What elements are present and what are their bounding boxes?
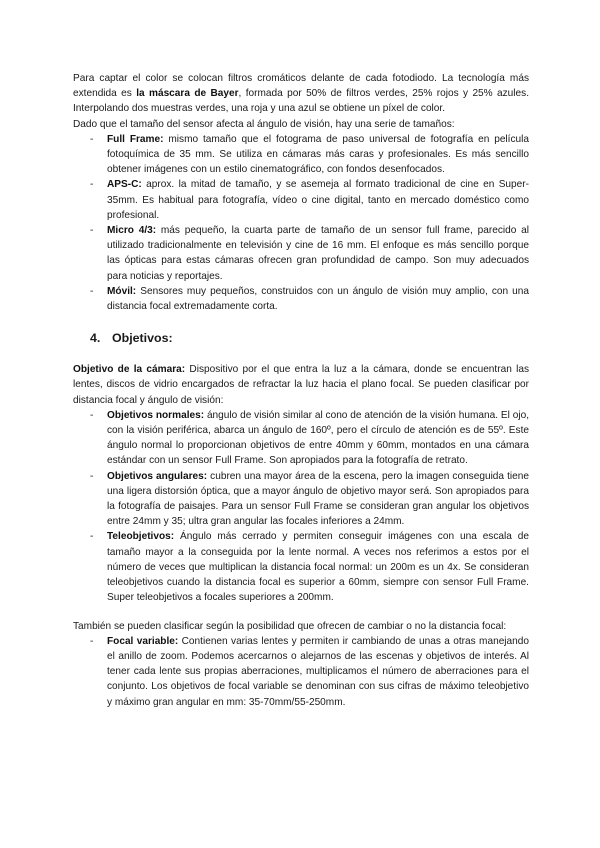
term-normal-lenses: Objetivos normales: bbox=[107, 409, 205, 421]
list-item bbox=[107, 529, 529, 605]
list-item bbox=[107, 634, 529, 710]
focal-intro: También se pueden clasificar según la posibilidad que ofrecen de cambiar o no la distancia focal: bbox=[73, 620, 507, 632]
term-micro-four-thirds: Micro 4/3: bbox=[107, 225, 157, 237]
item-text: ángulo de visión similar al cono de atención de la visión humana. El ojo, con la visión periférica, abarca un ángulo de 160º, pero el círculo de atención es de 55º. Este ángulo normal lo proporcionan objetivos de entre 40mm y 60mm, montados en una cámara estándar con un sensor Full Frame. Son apropiados para la fotografía de retrato. bbox=[107, 409, 529, 467]
focal-list bbox=[73, 634, 529, 710]
sensor-sizes-intro: Dado que el tamaño del sensor afecta al ángulo de visión, hay una serie de tamaños: bbox=[73, 118, 455, 130]
bayer-paragraph bbox=[73, 71, 529, 117]
term-variable-focal: Focal variable: bbox=[107, 635, 179, 647]
objective-term: Objetivo de la cámara: bbox=[73, 364, 186, 376]
list-item bbox=[107, 469, 529, 530]
term-movil: Móvil: bbox=[107, 285, 137, 297]
sensor-size-list bbox=[73, 132, 529, 314]
item-text: Contienen varias lentes y permiten ir cambiando de unas a otras manejando el anillo de zoom. Podemos acercarnos o alejarnos de las escenas y objetivos de interés. Al tener cada lente sus propias aberraciones, multiplicamos el número de aberraciones para el conjunto. Los objetivos de focal variable se denominan con sus cifras de máximo teleobjetivo y máximo gran angular en mm: 35-70mm/55-250mm. bbox=[107, 635, 530, 708]
objective-paragraph bbox=[73, 362, 529, 408]
item-text: mismo tamaño que el fotograma de paso universal de fotografía en película fotoquímica de 35 mm. Se utiliza en cámaras más caras y profesionales. Es más sencillo obtener imágenes con un estilo cinematográfico, con fondos desenfocados. bbox=[107, 133, 529, 176]
bayer-mask-term: la máscara de Bayer bbox=[136, 88, 239, 100]
list-item bbox=[107, 284, 529, 314]
objective-text: Dispositivo por el que entra la luz a la cámara, donde se encuentran las lentes, discos de vidrio encargados de refractar la luz hacia el plano focal. Se pueden clasificar por distancia focal y ángulo de visión: bbox=[73, 364, 529, 406]
page-content bbox=[73, 71, 529, 710]
item-text: aprox. la mitad de tamaño, y se asemeja al formato tradicional de cine en Super-35mm. Es habitual para fotografía, vídeo o cine digital, tanto en mercado doméstico como profesional. bbox=[107, 179, 529, 221]
term-full-frame: Full Frame: bbox=[107, 133, 164, 145]
section-title: Objetivos: bbox=[112, 331, 173, 346]
lens-type-list bbox=[73, 408, 529, 606]
item-text: Ángulo más cerrado y permiten conseguir imágenes con una escala de tamaño mayor a la conseguida por la lente normal. A veces nos referimos a estos por el número de veces que multiplican la distancia focal normal: un 200m es un 4x. Se consideran teleobjetivos cuando la distancia focal es superior a 60mm, siempre con sensor Full Frame. Super teleobjetivos a focales superiores a 200mm. bbox=[107, 531, 529, 604]
term-wide-lenses: Objetivos angulares: bbox=[107, 470, 208, 482]
item-text: Sensores muy pequeños, construidos con un ángulo de visión muy amplio, con una distancia focal extremadamente corta. bbox=[107, 285, 529, 313]
term-telephoto: Teleobjetivos: bbox=[107, 531, 175, 543]
section-number: 4. bbox=[90, 331, 101, 346]
list-item bbox=[107, 132, 529, 178]
list-item bbox=[107, 177, 529, 223]
item-text: más pequeño, la cuarta parte de tamaño de un sensor full frame, parecido al utilizado tradicionalmente en televisión y cine de 16 mm. El enfoque es más sencillo porque las ópticas para estas cámaras ofrecen gran profundidad de campo. Son muy adecuados para noticias y reportajes. bbox=[107, 225, 529, 282]
list-item bbox=[107, 408, 529, 469]
section-heading bbox=[73, 329, 529, 347]
bayer-text-start: Para captar el color se colocan filtros cromáticos delante de cada fotodiodo. La tecnología más extendida es bbox=[73, 73, 529, 100]
list-item bbox=[107, 223, 529, 284]
term-aps-c: APS-C: bbox=[107, 179, 142, 191]
item-text: cubren una mayor área de la escena, pero la imagen conseguida tiene una ligera distorsión óptica, que a mayor ángulo de objetivo mayor será. Son apropiados para la fotografía de paisajes. Para un sensor Full Frame se consideran gran angular los objetivos entre 24mm y 35; ultra gran angular las focales inferiores a 24mm. bbox=[107, 470, 529, 528]
bayer-text-end: , formada por 50% de filtros verdes, 25% rojos y 25% azules. Interpolando dos muestras verdes, una roja y una azul se obtiene un píxel de color. bbox=[73, 88, 529, 115]
